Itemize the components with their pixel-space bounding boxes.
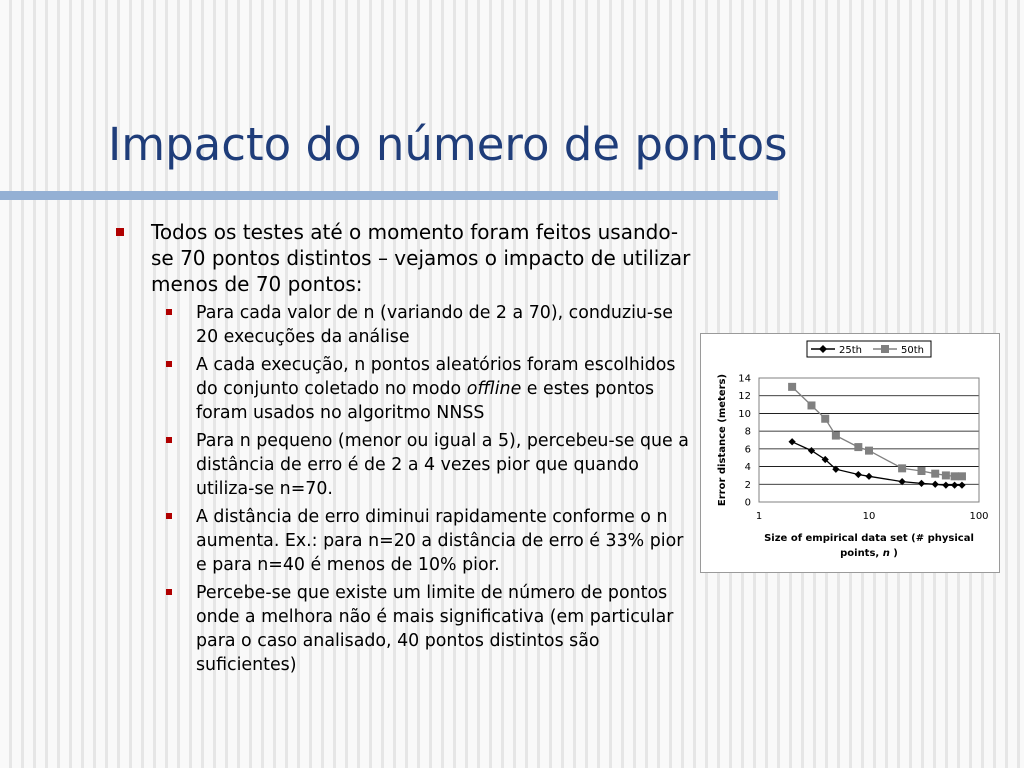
square-bullet-icon (116, 228, 124, 236)
y-tick-label: 8 (744, 426, 751, 438)
main-bullet (112, 219, 692, 297)
x-tick-label: 100 (969, 511, 989, 522)
data-point-50th (951, 472, 959, 480)
error-distance-chart (701, 334, 1001, 574)
data-point-25th (918, 480, 925, 487)
data-point-50th (865, 447, 873, 455)
data-point-25th (789, 438, 796, 445)
data-point-25th (958, 482, 965, 489)
legend-label-50th: 50th (901, 345, 924, 356)
x-axis-label-part: points, (840, 548, 883, 559)
slide-content (112, 219, 692, 681)
square-bullet-icon (166, 513, 172, 519)
sub-bullet-text: Percebe-se que existe um limite de número de pontos onde a melhora não é mais significativa (em particular para o caso analisado, 40 pontos distintos são suficientes) (196, 583, 674, 675)
data-point-50th (917, 467, 925, 475)
main-bullet-text: Todos os testes até o momento foram feitos usando-se 70 pontos distintos – vejamos o impacto de utilizar menos de 70 pontos: (151, 220, 691, 296)
sub-bullet-text-after: e estes pontos foram usados no algoritmo NNSS (196, 379, 655, 423)
data-point-50th (931, 470, 939, 478)
sub-bullet (112, 353, 692, 425)
x-axis-label-line1: Size of empirical data set (# physical (764, 533, 974, 544)
data-point-25th (932, 481, 939, 488)
data-point-50th (898, 464, 906, 472)
sub-bullet (112, 581, 692, 677)
y-tick-labels (738, 374, 751, 509)
data-point-25th (855, 471, 862, 478)
series-line-25th (792, 442, 962, 485)
y-tick-label: 14 (738, 373, 751, 385)
chart-series (788, 383, 966, 489)
data-point-50th (788, 383, 796, 391)
title-underline (0, 191, 778, 200)
y-tick-label: 12 (738, 391, 751, 403)
data-point-25th (942, 482, 949, 489)
x-axis-label-part: ) (889, 548, 898, 559)
x-axis-label-variable: n (882, 548, 890, 559)
data-point-50th (854, 443, 862, 451)
y-tick-label: 0 (744, 497, 751, 509)
square-bullet-icon (166, 309, 172, 315)
data-point-50th (807, 401, 815, 409)
x-tick-label: 1 (755, 511, 763, 522)
sub-bullet-emphasis: offline (466, 379, 522, 399)
square-bullet-icon (166, 361, 172, 367)
sub-bullet-text-before: A cada execução, n pontos aleatórios foram escolhidos do conjunto coletado no modo (196, 355, 676, 399)
sub-bullet-text: Para cada valor de n (variando de 2 a 70), conduziu-se 20 execuções da análise (196, 303, 673, 347)
data-point-25th (865, 473, 872, 480)
chart-frame (700, 333, 1000, 573)
sub-bullet-list (112, 301, 692, 677)
data-point-50th (958, 472, 966, 480)
slide-title: Impacto do número de pontos (108, 118, 788, 171)
y-axis-label: Error distance (meters) (717, 373, 728, 507)
y-tick-label: 4 (744, 462, 751, 474)
x-tick-labels (756, 511, 989, 522)
data-point-25th (951, 482, 958, 489)
x-tick-label: 10 (862, 511, 876, 522)
series-line-50th (792, 387, 962, 476)
sub-bullet (112, 429, 692, 501)
data-point-50th (821, 415, 829, 423)
data-point-25th (808, 447, 815, 454)
data-point-50th (942, 471, 950, 479)
legend-marker-50th (881, 345, 889, 353)
chart-legend (807, 341, 931, 357)
sub-bullet (112, 505, 692, 577)
sub-bullet (112, 301, 692, 349)
y-tick-label: 2 (744, 479, 751, 491)
sub-bullet-text: Para n pequeno (menor ou igual a 5), percebeu-se que a distância de erro é de 2 a 4 vezes pior que quando utiliza-se n=70. (196, 431, 689, 499)
y-tick-label: 10 (738, 408, 751, 420)
square-bullet-icon (166, 437, 172, 443)
data-point-50th (832, 432, 840, 440)
x-axis-label-line2 (840, 548, 898, 559)
sub-bullet-text: A distância de erro diminui rapidamente conforme o n aumenta. Ex.: para n=20 a distância de erro é 33% pior e para n=40 é menos de 10% pior. (196, 507, 684, 575)
legend-label-25th: 25th (839, 345, 862, 356)
y-tick-label: 6 (744, 444, 751, 456)
square-bullet-icon (166, 589, 172, 595)
